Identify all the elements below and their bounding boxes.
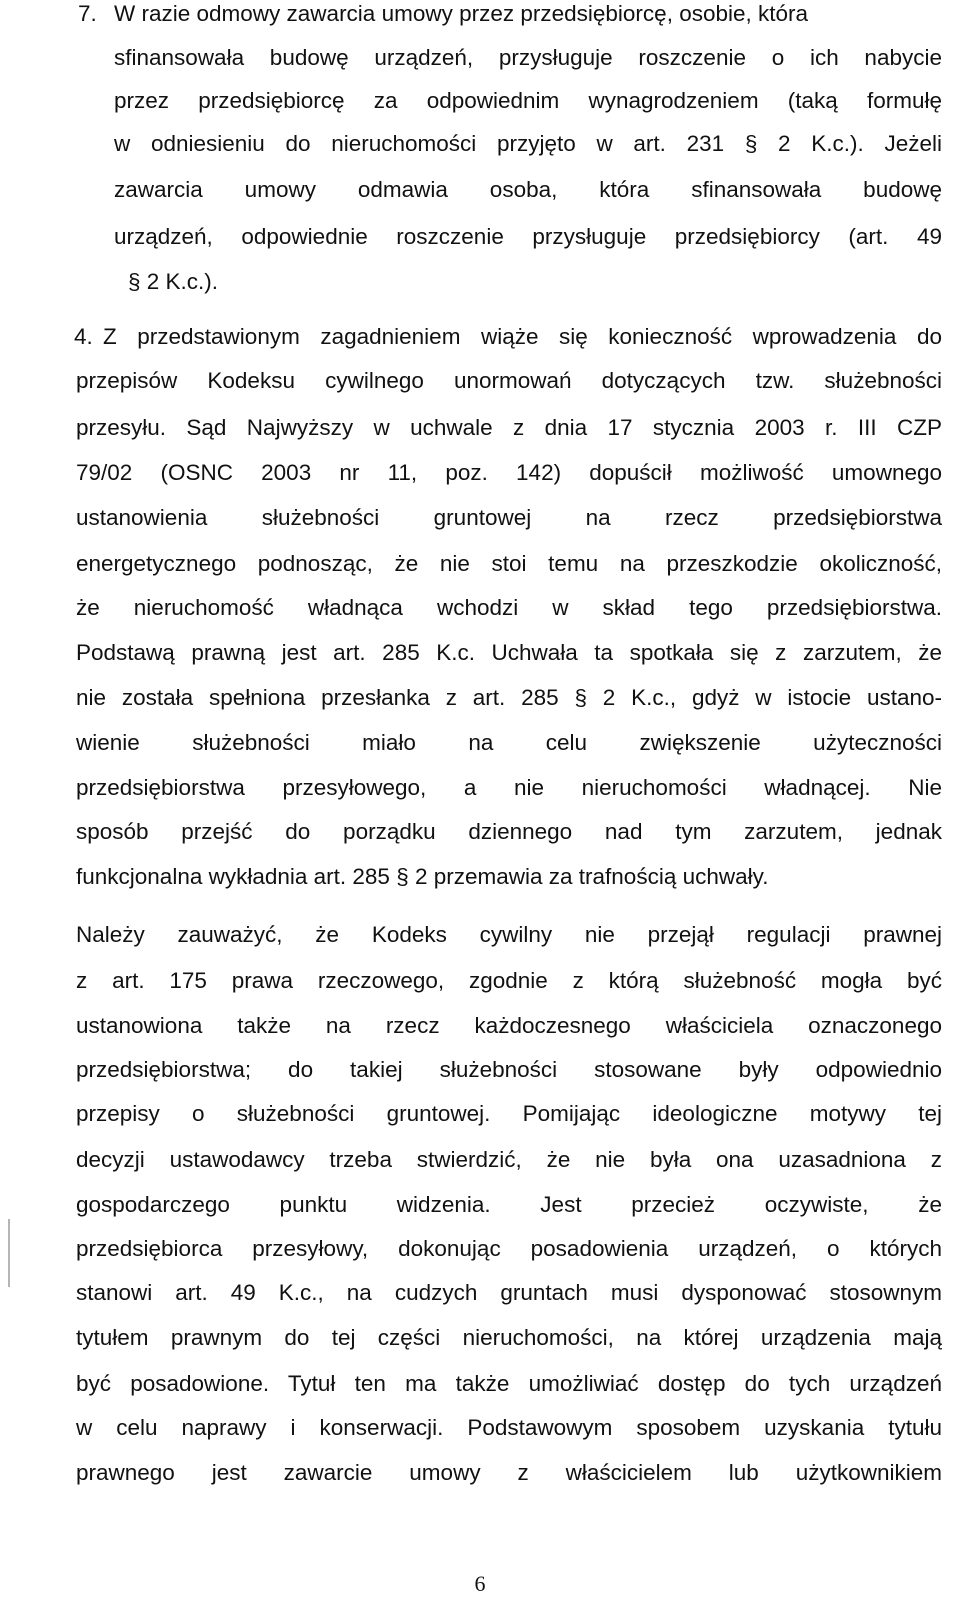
text-line: energetycznego podnosząc, że nie stoi temu na przeszkodzie okoliczność,: [76, 551, 942, 576]
text-line: prawnego jest zawarcie umowy z właścicielem lub użytkownikiem: [76, 1460, 942, 1485]
text-line: gospodarczego punktu widzenia. Jest przecież oczywiste, że: [76, 1192, 942, 1217]
text-line: funkcjonalna wykładnia art. 285 § 2 przemawia za trafnością uchwały.: [76, 864, 769, 889]
text-line: tytułem prawnym do tej części nieruchomości, na której urządzenia mają: [76, 1325, 942, 1350]
text-line: 79/02 (OSNC 2003 nr 11, poz. 142) dopuścił możliwość umownego: [76, 460, 942, 485]
text-line: przez przedsiębiorcę za odpowiednim wynagrodzeniem (taką formułę: [114, 88, 942, 113]
text-line: w celu naprawy i konserwacji. Podstawowym sposobem uzyskania tytułu: [76, 1415, 942, 1440]
text-line: ustanowienia służebności gruntowej na rzecz przedsiębiorstwa: [76, 505, 942, 530]
text-line: przesyłu. Sąd Najwyższy w uchwale z dnia 17 stycznia 2003 r. III CZP: [76, 415, 942, 440]
text-line: stanowi art. 49 K.c., na cudzych gruntach musi dysponować stosownym: [76, 1280, 942, 1305]
text-line: Należy zauważyć, że Kodeks cywilny nie przejął regulacji prawnej: [76, 922, 942, 947]
text-line: ustanowiona także na rzecz każdoczesnego właściciela oznaczonego: [76, 1013, 942, 1038]
text-line: decyzji ustawodawcy trzeba stwierdzić, że nie była ona uzasadniona z: [76, 1147, 942, 1172]
text-line: przedsiębiorstwa; do takiej służebności stosowane były odpowiednio: [76, 1057, 942, 1082]
text-line: być posadowione. Tytuł ten ma także umożliwiać dostęp do tych urządzeń: [76, 1371, 942, 1396]
text-line: urządzeń, odpowiednie roszczenie przysługuje przedsiębiorcy (art. 49: [114, 224, 942, 249]
page-number: 6: [474, 1571, 486, 1596]
text-line: że nieruchomość władnąca wchodzi w skład tego przedsiębiorstwa.: [76, 595, 942, 620]
text-line: wienie służebności miało na celu zwiększenie użyteczności: [76, 730, 942, 755]
list-item-number: 7.: [78, 1, 97, 26]
text-line: przepisy o służebności gruntowej. Pomijając ideologiczne motywy tej: [76, 1101, 942, 1126]
text-line: nie została spełniona przesłanka z art. 285 § 2 K.c., gdyż w istocie ustano-: [76, 685, 942, 710]
margin-line: [8, 1219, 10, 1287]
text-line: sposób przejść do porządku dziennego nad tym zarzutem, jednak: [76, 819, 942, 844]
list-item-number: 4.: [74, 324, 93, 349]
text-line: z art. 175 prawa rzeczowego, zgodnie z którą służebność mogła być: [76, 968, 942, 993]
text-line: zawarcia umowy odmawia osoba, która sfinansowała budowę: [114, 177, 942, 202]
text-line: Z przedstawionym zagadnieniem wiąże się konieczność wprowadzenia do: [103, 324, 942, 349]
text-line: przedsiębiorca przesyłowy, dokonując posadowienia urządzeń, o których: [76, 1236, 942, 1261]
text-line: § 2 K.c.).: [128, 269, 219, 294]
text-line: w odniesieniu do nieruchomości przyjęto w art. 231 § 2 K.c.). Jeżeli: [114, 131, 942, 156]
text-line: sfinansowała budowę urządzeń, przysługuje roszczenie o ich nabycie: [114, 45, 942, 70]
text-line: przedsiębiorstwa przesyłowego, a nie nieruchomości władnącej. Nie: [76, 775, 942, 800]
text-line: Podstawą prawną jest art. 285 K.c. Uchwała ta spotkała się z zarzutem, że: [76, 640, 942, 665]
text-line: przepisów Kodeksu cywilnego unormowań dotyczących tzw. służebności: [76, 368, 942, 393]
text-line: W razie odmowy zawarcia umowy przez przedsiębiorcę, osobie, która: [114, 1, 809, 26]
